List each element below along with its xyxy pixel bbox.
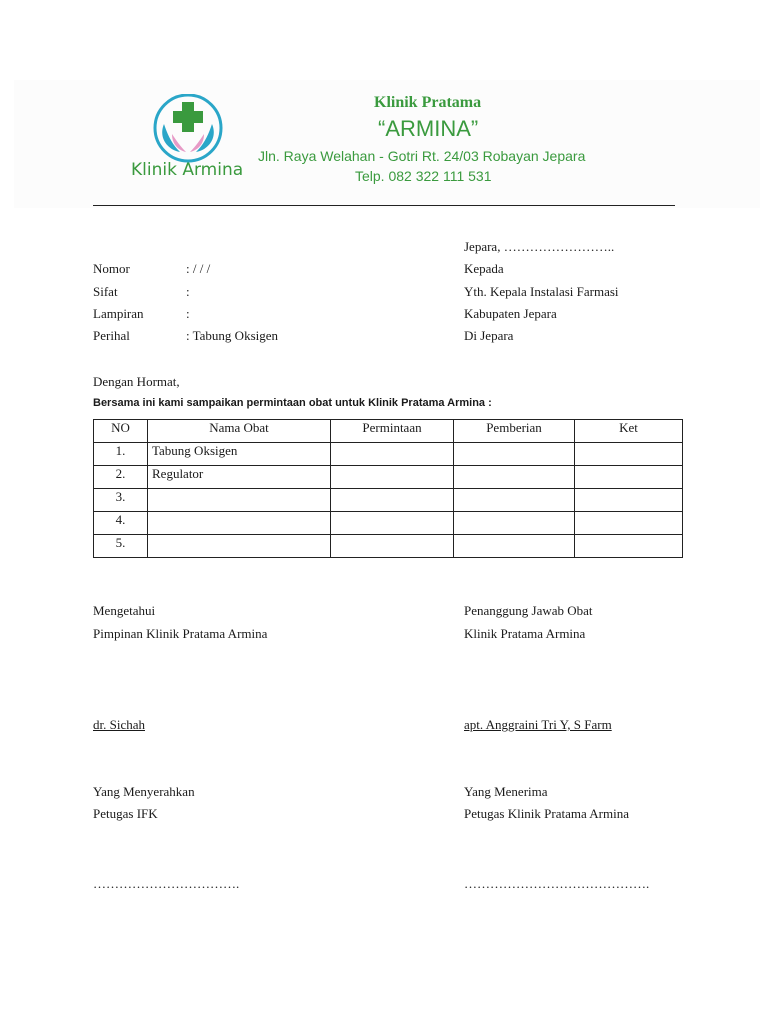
field-value-perihal: : Tabung Oksigen <box>186 328 279 343</box>
cell-permintaan <box>331 466 454 489</box>
field-label-nomor: Nomor <box>93 261 130 276</box>
cell-permintaan <box>331 512 454 535</box>
recipient-line: Kabupaten Jepara <box>464 306 557 321</box>
cell-permintaan <box>331 443 454 466</box>
clinic-name: “ARMINA” <box>378 116 479 141</box>
table-row <box>94 443 683 466</box>
header-divider <box>93 205 675 206</box>
cell-no: 1. <box>94 443 148 466</box>
sig-bottom-left-blank: ……………………………. <box>93 876 240 891</box>
cell-pemberian <box>454 489 575 512</box>
cell-permintaan <box>331 535 454 558</box>
clinic-logo-icon <box>150 94 240 164</box>
recipient-line: Yth. Kepala Instalasi Farmasi <box>464 284 619 299</box>
field-label-lampiran: Lampiran <box>93 306 144 321</box>
cell-ket <box>575 489 683 512</box>
cell-ket <box>575 466 683 489</box>
cell-ket <box>575 535 683 558</box>
greeting: Dengan Hormat, <box>93 374 180 389</box>
field-label-sifat: Sifat <box>93 284 118 299</box>
col-header-nama-obat: Nama Obat <box>148 420 331 443</box>
cell-no: 3. <box>94 489 148 512</box>
cell-no: 2. <box>94 466 148 489</box>
col-header-no: NO <box>94 420 148 443</box>
place-date: Jepara, …………………….. <box>464 239 615 254</box>
sig-left-role: Pimpinan Klinik Pratama Armina <box>93 626 268 641</box>
cell-nama-obat <box>148 489 331 512</box>
field-label-perihal: Perihal <box>93 328 130 343</box>
request-table <box>93 419 683 558</box>
cell-nama-obat <box>148 535 331 558</box>
sig-left-title: Mengetahui <box>93 603 156 618</box>
col-header-permintaan: Permintaan <box>331 420 454 443</box>
sig-left-name: dr. Sichah <box>93 717 145 732</box>
sig-bottom-left-title: Yang Menyerahkan <box>93 784 195 799</box>
table-row <box>94 535 683 558</box>
recipient-line: Di Jepara <box>464 328 514 343</box>
sig-bottom-right-role: Petugas Klinik Pratama Armina <box>464 806 630 821</box>
cell-nama-obat: Tabung Oksigen <box>148 443 331 466</box>
logo-wordmark: Klinik Armina <box>131 160 244 180</box>
cell-ket <box>575 512 683 535</box>
cell-pemberian <box>454 535 575 558</box>
clinic-address: Jln. Raya Welahan - Gotri Rt. 24/03 Robayan Jepara <box>258 148 586 164</box>
sig-bottom-left-role: Petugas IFK <box>93 806 158 821</box>
cell-no: 4. <box>94 512 148 535</box>
cell-pemberian <box>454 443 575 466</box>
clinic-type: Klinik Pratama <box>374 94 482 111</box>
cell-permintaan <box>331 489 454 512</box>
table-row <box>94 466 683 489</box>
cell-nama-obat <box>148 512 331 535</box>
table-row <box>94 489 683 512</box>
field-value-nomor: : / / / <box>186 261 211 276</box>
sig-right-name: apt. Anggraini Tri Y, S Farm <box>464 717 612 732</box>
sig-right-title: Penanggung Jawab Obat <box>464 603 593 618</box>
field-value-sifat: : <box>186 284 190 299</box>
intro-text: Bersama ini kami sampaikan permintaan obat untuk Klinik Pratama Armina : <box>93 397 492 409</box>
table-header-row <box>94 420 683 443</box>
cell-pemberian <box>454 466 575 489</box>
col-header-pemberian: Pemberian <box>454 420 575 443</box>
sig-bottom-right-title: Yang Menerima <box>464 784 548 799</box>
col-header-ket: Ket <box>575 420 683 443</box>
clinic-phone: Telp. 082 322 111 531 <box>355 168 492 184</box>
sig-bottom-right-blank: ……………………………………. <box>464 876 650 891</box>
recipient-line: Kepada <box>464 261 504 276</box>
cell-ket <box>575 443 683 466</box>
table-row <box>94 512 683 535</box>
cell-nama-obat: Regulator <box>148 466 331 489</box>
field-value-lampiran: : <box>186 306 190 321</box>
cell-pemberian <box>454 512 575 535</box>
sig-right-role: Klinik Pratama Armina <box>464 626 586 641</box>
cell-no: 5. <box>94 535 148 558</box>
